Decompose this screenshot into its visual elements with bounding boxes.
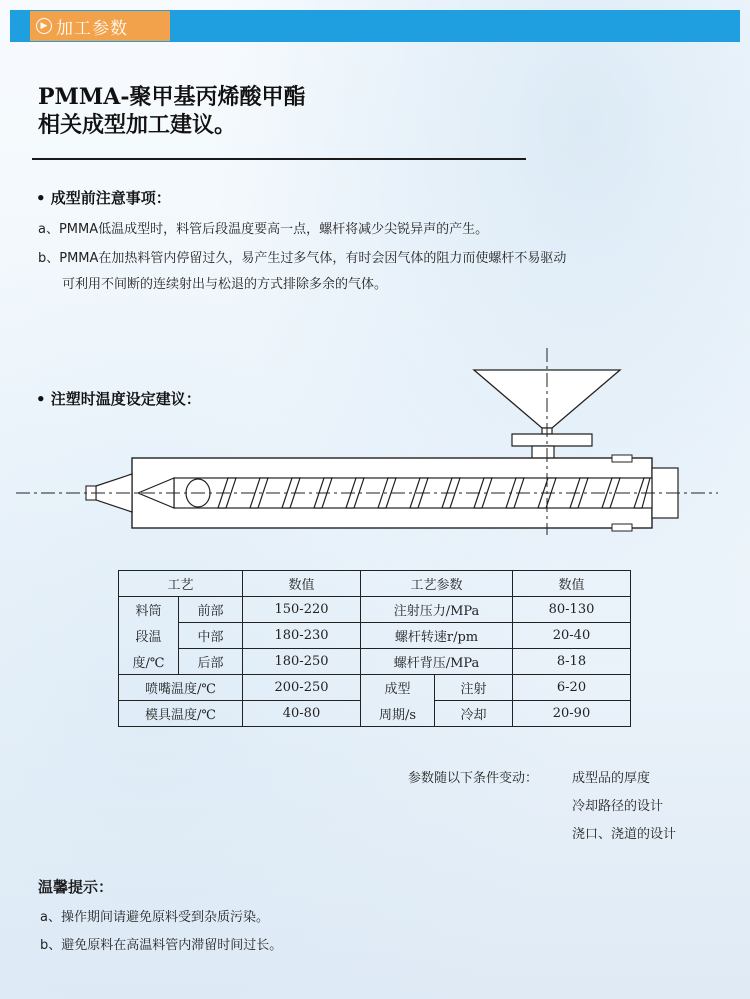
- pre-molding-item-b: b、PMMA在加热料管内停留过久，易产生过多气体，有时会因气体的阻力而使螺杆不易驱动: [38, 251, 567, 266]
- table-header: 数值: [513, 571, 631, 597]
- table-cell: 20-90: [513, 701, 631, 727]
- table-cell: 料筒: [119, 597, 179, 623]
- table-cell: 成型: [361, 675, 435, 701]
- table-row: [119, 623, 631, 649]
- table-row: [119, 675, 631, 701]
- table-cell: 8-18: [513, 649, 631, 675]
- table-header: 工艺参数: [361, 571, 513, 597]
- variation-item: 成型品的厚度: [572, 771, 651, 786]
- table-cell: 180-250: [243, 649, 361, 675]
- table-cell: 40-80: [243, 701, 361, 727]
- table-header: 工艺: [119, 571, 243, 597]
- pre-molding-item-b-cont: 可利用不间断的连续射出与松退的方式排除多余的气体。: [62, 277, 388, 292]
- page-title-line2: 相关成型加工建议。: [38, 112, 237, 138]
- table-cell: 80-130: [513, 597, 631, 623]
- variation-item: 浇口、浇道的设计: [572, 827, 677, 842]
- table-cell: 模具温度/℃: [119, 701, 243, 727]
- pre-molding-item-a: a、PMMA低温成型时，料管后段温度要高一点，螺杆将减少尖锐异声的产生。: [38, 222, 489, 237]
- tip-item-a: a、操作期间请避免原料受到杂质污染。: [40, 910, 269, 925]
- table-cell: 中部: [179, 623, 243, 649]
- tips-heading: 温馨提示：: [38, 878, 114, 896]
- table-row: [119, 571, 631, 597]
- table-cell: 注射: [435, 675, 513, 701]
- pre-molding-heading: • 成型前注意事项：: [36, 189, 171, 207]
- table-row: [119, 649, 631, 675]
- table-cell: 前部: [179, 597, 243, 623]
- table-cell: 200-250: [243, 675, 361, 701]
- variation-item: 冷却路径的设计: [572, 799, 664, 814]
- table-cell: 注射压力/MPa: [361, 597, 513, 623]
- table-cell: 后部: [179, 649, 243, 675]
- section-tag-label: 加工参数: [56, 18, 128, 39]
- table-cell: 喷嘴温度/℃: [119, 675, 243, 701]
- processing-parameters-table: [118, 570, 631, 727]
- table-cell: 180-230: [243, 623, 361, 649]
- injection-heading: • 注塑时温度设定建议：: [36, 390, 201, 408]
- table-cell: 度/℃: [119, 649, 179, 675]
- table-row: [119, 597, 631, 623]
- tip-item-b: b、避免原料在高温料管内滞留时间过长。: [40, 938, 283, 953]
- table-cell: 冷却: [435, 701, 513, 727]
- table-cell: 段温: [119, 623, 179, 649]
- table-cell: 螺杆转速r/pm: [361, 623, 513, 649]
- table-cell: 螺杆背压/MPa: [361, 649, 513, 675]
- table-cell: 20-40: [513, 623, 631, 649]
- table-cell: 150-220: [243, 597, 361, 623]
- play-circle-icon: ▶: [36, 18, 52, 34]
- page-title-line1: PMMA-聚甲基丙烯酸甲酯: [38, 84, 306, 110]
- table-header: 数值: [243, 571, 361, 597]
- table-cell: 6-20: [513, 675, 631, 701]
- variation-lead: 参数随以下条件变动：: [408, 771, 539, 786]
- table-cell: 周期/s: [361, 701, 435, 727]
- table-row: [119, 701, 631, 727]
